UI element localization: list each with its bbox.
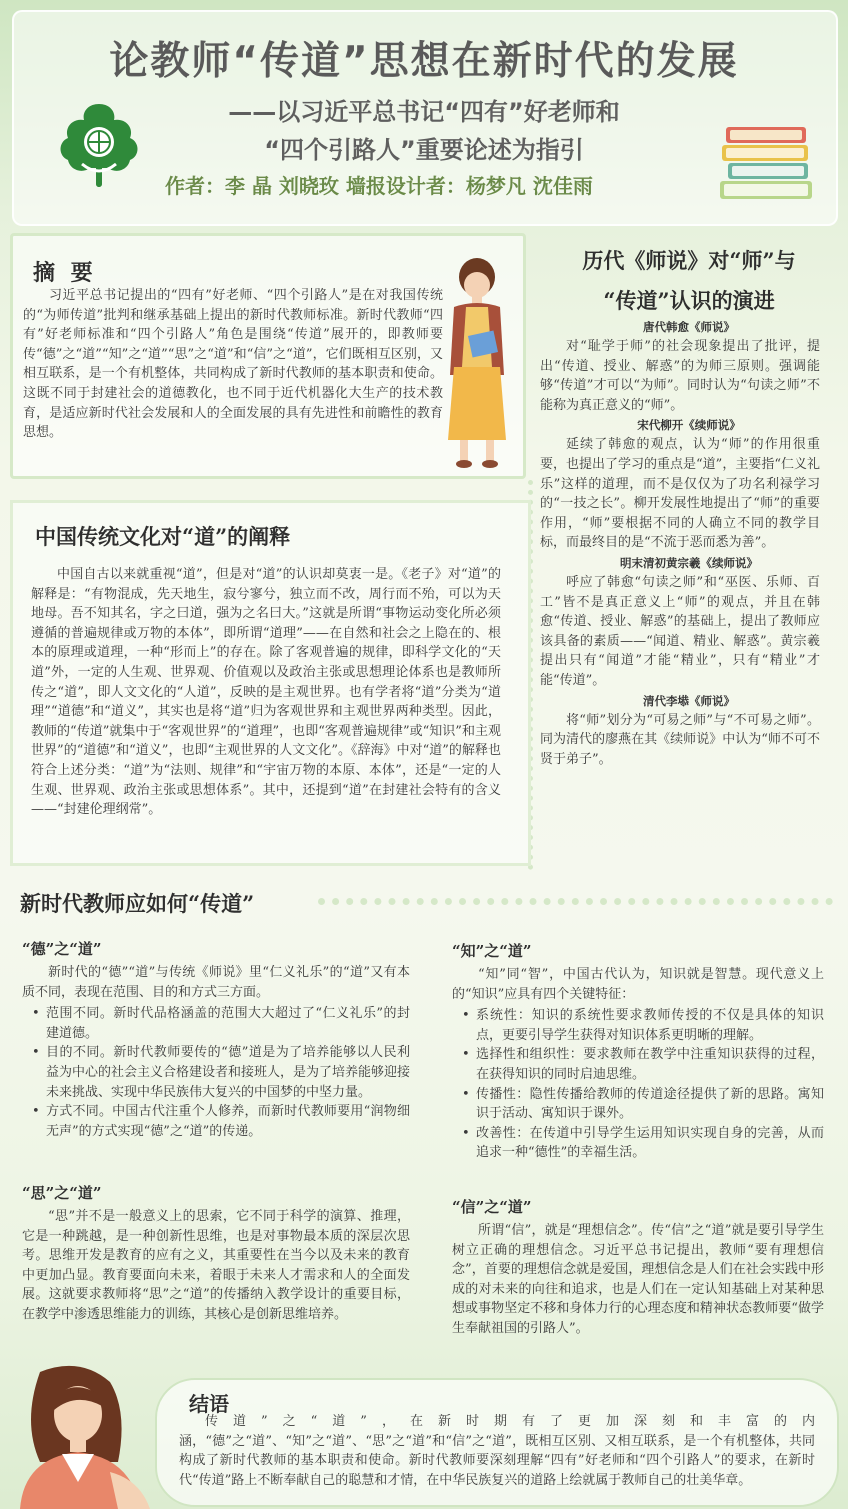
tree-globe-logo <box>52 98 146 192</box>
list-item: • 改善性：在传道中引导学生运用知识实现自身的完善，从而追求一种“德性”的幸福生活。 <box>462 1124 824 1163</box>
list-item: • 选择性和组织性：要求教师在教学中注重知识获得的过程，在获得知识的同时启迪思维。 <box>462 1045 824 1084</box>
horizontal-dot-divider <box>318 898 833 905</box>
tradition-heading: 中国传统文化对“道”的阐释 <box>35 524 291 549</box>
conclusion-heading: 结语 <box>189 1392 229 1416</box>
si-text: “思”并不是一般意义上的思索，它不同于科学的演算、推理，它是一种跳越，是一种创新性思维，也是对事物最本质的深层次思考。思维开发是教育的应有之义，其重要性在当今以及未来的教育中更加凸显。教育要面向未来，着眼于未来人才需求和人的全面发展。这就要求教师将“思”之“道”的传播纳入教学设计的重要目标，在教学中渗透思维能力的训练，其核心是创新思维培养。 <box>22 1209 410 1322</box>
list-item: • 系统性：知识的系统性要求教师传授的不仅是具体的知识点，更要引导学生获得对知识体系更明晰的理解。 <box>462 1006 824 1045</box>
de-intro: 新时代的“德”“道”与传统《师说》里“仁义礼乐”的“道”又有本质不同，表现在范围、目的和方式三方面。 <box>22 965 410 1000</box>
page-title: 论教师“传道”思想在新时代的发展 <box>109 39 739 84</box>
xin-title: “信”之“道” <box>452 1198 532 1216</box>
history-section-title: 明末清初黄宗羲《续师说》 <box>620 555 758 570</box>
history-section-text: 对“耻学于师”的社会现象提出了批评，提出“传道、授业、解惑”的为师三原则。强调能够“传道”才可以“为师”。同时认为“句读之师”不能称为真正意义的“师”。 <box>540 339 820 413</box>
si-title: “思”之“道” <box>22 1184 102 1202</box>
conclusion-text: 传道”之“道”，在新时期有了更加深刻和丰富的内涵，“德”之“道”、“知”之“道”、“思”之“道”和“信”之“道”，既相互区别、又相互联系，是一个有机整体，共同构成了新时代教师的基本职责和使命。新时代教师要深刻理解“四有”好老师和“四个引路人”的要求，在新时代“传道”路上不断奉献自己的聪慧和才情，在中华民族复兴的道路上绘就属于教师自己的壮美华章。 <box>179 1414 815 1488</box>
history-section-title: 宋代柳开《续师说》 <box>637 418 741 433</box>
history-section-text: 将“师”划分为“可易之师”与“不可易之师”。同为清代的廖燕在其《续师说》中认为“师不可不贤于弟子”。 <box>540 712 820 767</box>
de-title: “德”之“道” <box>22 940 102 958</box>
zhi-title: “知”之“道” <box>452 942 532 960</box>
tradition-text: 中国自古以来就重视“道”，但是对“道”的认识却莫衷一是。《老子》对“道”的解释是：“有物混成，先天地生，寂兮寥兮，独立而不改，周行而不殆，可以为天地母。吾不知其名，字之曰道，强为之名曰大。”这就是所谓“事物运动变化所必须遵循的普遍规律或万物的本体”，即所谓“道理”——在自然和社会之上隐在的、根本的原理或道理，一种“形而上”的存在。除了客观普遍的规律，即科学文化的“天道”外，一定的人生观、世界观、价值观以及政治主张或思想理论体系也是教师所传之“道”，即人文文化的“人道”，反映的是主观世界。也有学者将“道”分类为“道理”“道德”和“道义”，其实也是将“道”归为客观世界和主观世界两种类型。因此，教师的“传道”就集中于“客观世界”的“道理”，也即“客观普遍规律”或“知识”和主观世界”的“道德”和“道义”，也即“主观世界的人文文化”。《辞海》中对“道”的解释也符合上述分类：“道”为“法则、规律”和“宇宙万物的本原、本体”，还是“一定的人生观、世界观、政治主张或思想体系”。其中，还提到“道”在封建社会特有的含义——“封建伦理纲常”。 <box>31 567 501 818</box>
history-section-text: 延续了韩愈的观点，认为“师”的作用很重要，也提出了学习的重点是“道”，主要指“仁义礼乐”这样的道理，而不是仅仅为了功名利禄学习的“一技之长”。柳开发展性地提出了“师”的重要作用，“师”要根据不同的人确立不同的教学目标，而最终目的是“不流于恶而悉为善”。 <box>540 437 820 551</box>
history-section-title: 清代李塨《师说》 <box>643 693 735 708</box>
history-section-text: 呼应了韩愈“句读之师”和“巫医、乐师、百工”皆不是真正意义上“师”的观点，并且在韩愈“传道、授业、解惑”的基础上，提出了教师应该具备的素质——“闻道、精业、解惑”。黄宗羲提出只有“闻道”才能“精业”，只有“精业”才能“传道”。 <box>540 574 820 688</box>
tradition-panel <box>10 500 531 866</box>
subtitle-line2: “四个引路人”重要论述为指引 <box>264 136 584 164</box>
history-heading-line1: 历代《师说》对“师”与 <box>582 248 796 273</box>
subtitle-line1: ——以习近平总书记“四有”好老师和 <box>228 98 620 126</box>
list-item: • 目的不同。新时代教师要传的“德”道是为了培养能够以人民利益为中心的社会主义合格建设者和接班人，是为了培养能够迎接未来挑战、实现中华民族伟大复兴的中国梦的中坚力量。 <box>32 1043 410 1102</box>
de-section <box>22 938 410 1141</box>
newera-heading: 新时代教师应如何“传道” <box>20 891 255 916</box>
zhi-intro: “知”同“智”，中国古代认为，知识就是智慧。现代意义上的“知识”应具有四个关键特征： <box>452 967 824 1002</box>
si-section <box>22 1182 410 1325</box>
history-panel <box>540 233 838 873</box>
abstract-heading: 摘 要 <box>33 260 97 286</box>
book-stack-icon <box>718 125 818 203</box>
history-heading-line2: “传道”认识的演进 <box>603 288 775 313</box>
history-section-title: 唐代韩愈《师说》 <box>643 320 735 334</box>
xin-section <box>452 1196 824 1339</box>
teacher-bust-illustration <box>0 1362 160 1509</box>
list-item: • 方式不同。中国古代注重个人修养，而新时代教师要用“润物细无声”的方式实现“德”之“道”的传递。 <box>32 1102 410 1141</box>
zhi-section <box>452 940 824 1163</box>
authors-line: 作者：李 晶 刘晓玫 墙报设计者：杨梦凡 沈佳雨 <box>165 174 593 198</box>
teacher-illustration <box>432 255 522 470</box>
conclusion-panel <box>155 1378 839 1507</box>
abstract-text: 习近平总书记提出的“四有”好老师、“四个引路人”是在对我国传统的“为师传道”批判和继承基础上提出的新时代教师标准。新时代教师“四有”好老师标准和“四个引路人”角色是围绕“传道”展开的，即教师要传“德”之“道”“知”之“道”“思”之“道”和“信”之“道”，它们既相互区别，又相互联系，是一个有机整体，共同构成了新时代教师的基本职责和使命。这既不同于封建社会的道德教化，也不同于近代机器化大生产的技术教育，是适应新时代社会发展和人的全面发展的具有先进性和前瞻性的教育思想。 <box>23 288 443 441</box>
xin-text: 所谓“信”，就是“理想信念”。传“信”之“道”就是要引导学生树立正确的理想信念。习近平总书记提出，教师“要有理想信念”，首要的理想信念就是爱国，理想信念是人们在社会实践中形成的对未来的向往和追求，也是人们在一定认知基础上对某种思想或事物坚定不移和身体力行的心理态度和精神状态教师要“做学生奉献祖国的引路人”。 <box>452 1223 824 1336</box>
list-item: • 范围不同。新时代品格涵盖的范围大大超过了“仁义礼乐”的封建道德。 <box>32 1004 410 1043</box>
list-item: • 传播性：隐性传播给教师的传道途径提供了新的思路。寓知识于活动、寓知识于课外。 <box>462 1085 824 1124</box>
